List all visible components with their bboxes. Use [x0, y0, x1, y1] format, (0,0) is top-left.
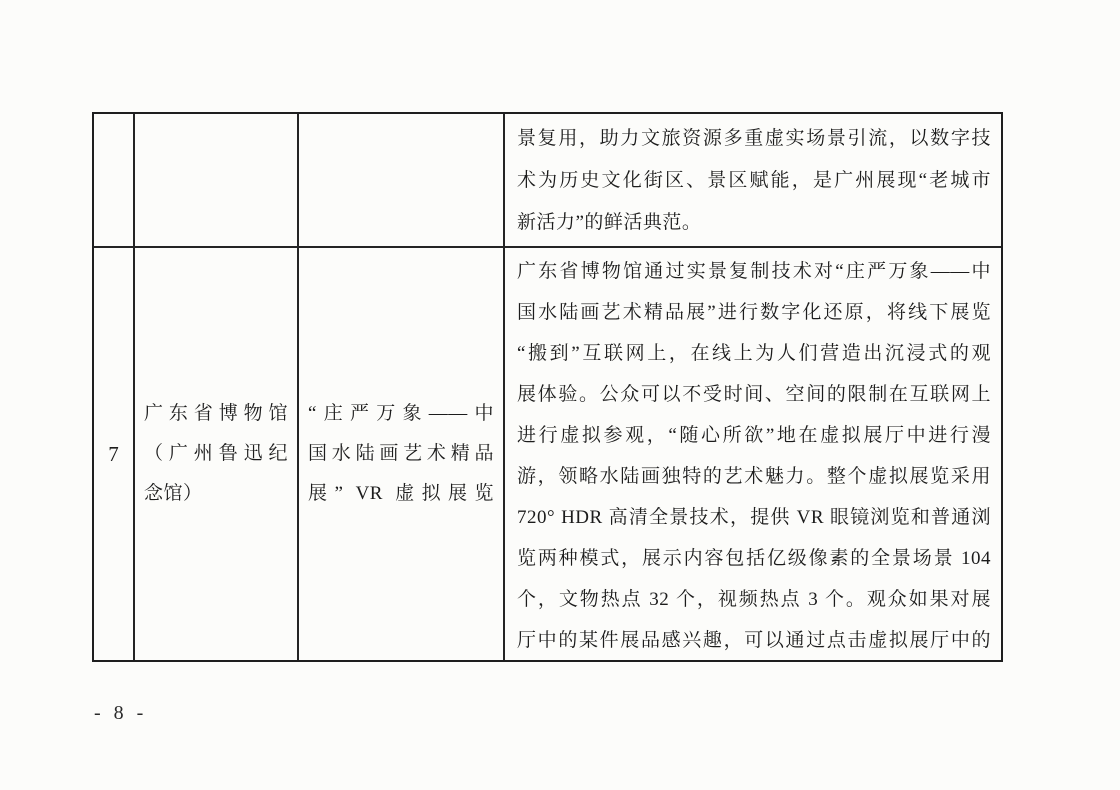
text-line: 览两种模式，展示内容包括亿级像素的全景场景 104	[517, 548, 991, 569]
text-line: 展” VR 虚拟展览	[308, 483, 494, 504]
text-line: 进行虚拟参观，“随心所欲”地在虚拟展厅中进行漫	[517, 425, 991, 446]
table-cell-museum-row2	[135, 248, 299, 660]
text-line: “庄严万象——中	[308, 403, 494, 424]
text-line: （广州鲁迅纪	[144, 443, 288, 464]
text-line: 念馆）	[144, 483, 203, 504]
text-line: 景复用，助力文旅资源多重虚实场景引流，以数字技	[517, 128, 991, 149]
text-line: 厅中的某件展品感兴趣，可以通过点击虚拟展厅中的	[517, 630, 991, 651]
text-line: 个，文物热点 32 个，视频热点 3 个。观众如果对展	[517, 589, 991, 610]
text-line: “搬到”互联网上，在线上为人们营造出沉浸式的观	[517, 343, 991, 364]
text-line: 游，领略水陆画独特的艺术魅力。整个虚拟展览采用	[517, 466, 991, 487]
table-cell-index-row1	[94, 114, 135, 248]
table-cell-project-row1	[299, 114, 505, 248]
text-line: 国水陆画艺术精品展”进行数字化还原，将线下展览	[517, 302, 991, 323]
text-line: 广东省博物馆	[144, 403, 288, 424]
text-line: 术为历史文化街区、景区赋能，是广州展现“老城市	[517, 170, 991, 191]
text-line: 国水陆画艺术精品	[308, 443, 494, 464]
table-cell-index-row2: 7	[94, 248, 135, 660]
text-line: 展体验。公众可以不受时间、空间的限制在互联网上	[517, 384, 991, 405]
table-cell-museum-row1	[135, 114, 299, 248]
page-number: - 8 -	[94, 702, 148, 724]
text-line: 广东省博物馆通过实景复制技术对“庄严万象——中	[517, 261, 991, 282]
museum-projects-table	[92, 112, 1003, 662]
table-cell-description-row1	[505, 114, 1001, 248]
table-cell-project-row2	[299, 248, 505, 660]
table-cell-description-row2	[505, 248, 1001, 660]
text-line: 720° HDR 高清全景技术，提供 VR 眼镜浏览和普通浏	[517, 507, 991, 528]
text-line: 新活力”的鲜活典范。	[517, 212, 702, 233]
